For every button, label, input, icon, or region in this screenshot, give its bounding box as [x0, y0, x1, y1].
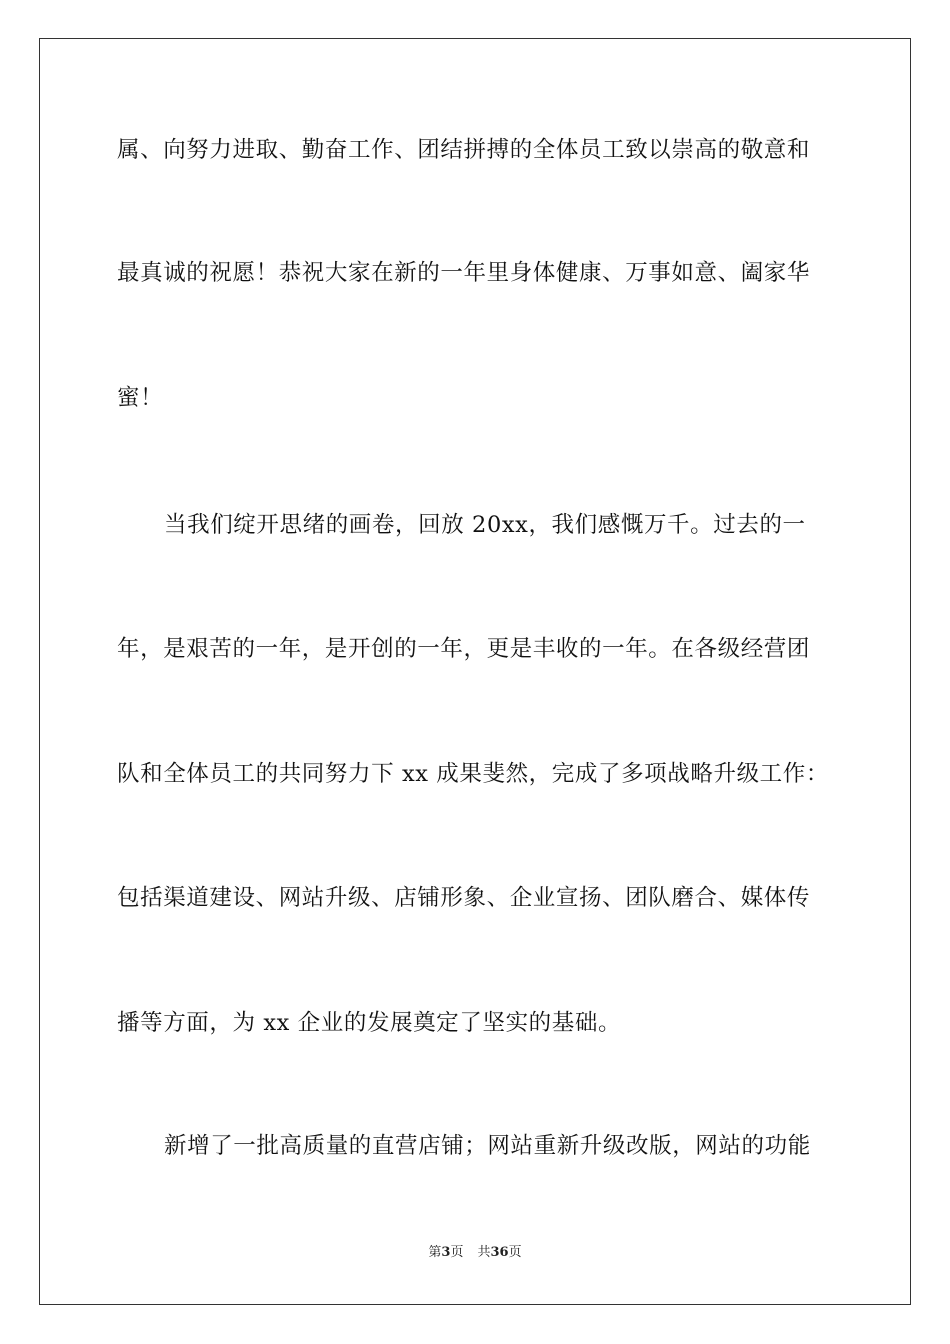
text-line-4: 当我们绽开思绪的画卷，回放 20xx，我们感慨万千。过去的一: [164, 512, 806, 538]
page-number: 3: [441, 1245, 451, 1260]
text-line-3: 蜜！: [117, 385, 164, 411]
total-suffix: 页: [508, 1245, 522, 1260]
page-border: [39, 38, 911, 1305]
page-suffix: 页: [450, 1245, 464, 1260]
text-line-1: 属、向努力进取、勤奋工作、团结拼搏的全体员工致以崇高的敬意和: [117, 137, 811, 163]
total-pages: 36: [490, 1245, 509, 1260]
text-line-9: 新增了一批高质量的直营店铺；网站重新升级改版，网站的功能: [164, 1133, 811, 1159]
text-line-7: 包括渠道建设、网站升级、店铺形象、企业宣扬、团队磨合、媒体传: [117, 885, 811, 911]
total-prefix: 共: [477, 1245, 491, 1260]
text-line-6: 队和全体员工的共同努力下 xx 成果斐然，完成了多项战略升级工作：: [117, 761, 829, 787]
text-line-2: 最真诚的祝愿！恭祝大家在新的一年里身体健康、万事如意、阖家华: [117, 260, 811, 286]
text-line-8: 播等方面，为 xx 企业的发展奠定了坚实的基础。: [117, 1010, 622, 1036]
text-line-5: 年，是艰苦的一年，是开创的一年，更是丰收的一年。在各级经营团: [117, 636, 811, 662]
page-footer: [0, 1245, 950, 1261]
page-prefix: 第: [428, 1245, 442, 1260]
